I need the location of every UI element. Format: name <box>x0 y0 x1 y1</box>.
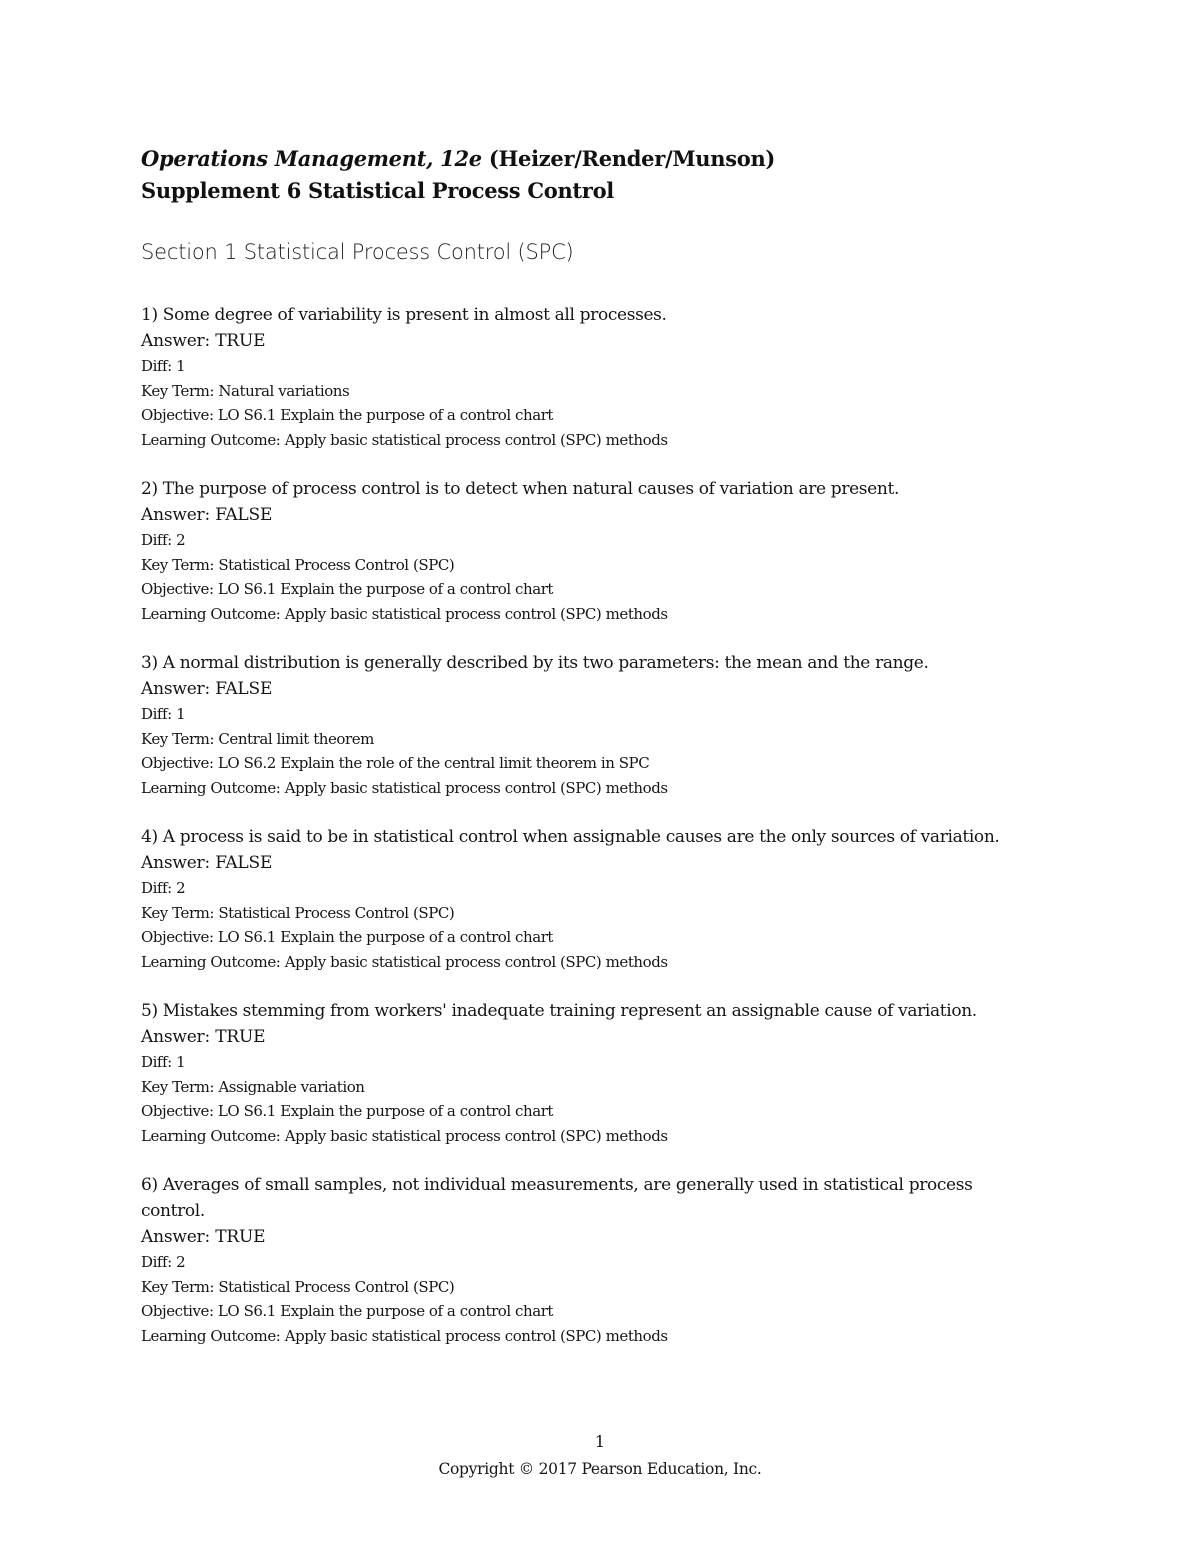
learning-outcome-label: Learning Outcome: <box>141 952 285 971</box>
diff-value: 2 <box>176 1253 186 1271</box>
question-objective <box>141 1099 1041 1124</box>
question-text: 2) The purpose of process control is to detect when natural causes of variation are present. <box>141 479 900 499</box>
question-diff <box>141 1250 1041 1275</box>
diff-label: Diff: <box>141 357 177 375</box>
objective-label: Objective: <box>141 928 218 946</box>
question-diff <box>141 702 1041 727</box>
question-learning-outcome <box>141 776 1041 801</box>
answer-label: Answer: <box>141 853 216 873</box>
question-answer <box>141 850 1041 876</box>
question-answer <box>141 1224 1041 1250</box>
question-item <box>141 824 1041 974</box>
answer-label: Answer: <box>141 1227 216 1247</box>
book-authors: (Heizer/Render/Munson) <box>488 146 776 171</box>
key-term-value: Central limit theorem <box>218 729 374 748</box>
diff-value: 1 <box>176 357 186 375</box>
question-key-term <box>141 379 1041 404</box>
objective-value: LO S6.1 Explain the purpose of a control chart <box>217 1302 553 1320</box>
key-term-value: Statistical Process Control (SPC) <box>218 1277 455 1296</box>
question-objective <box>141 1299 1041 1324</box>
question-learning-outcome <box>141 950 1041 975</box>
objective-value: LO S6.1 Explain the purpose of a control chart <box>217 406 553 424</box>
answer-value: FALSE <box>215 505 273 525</box>
question-learning-outcome <box>141 602 1041 627</box>
learning-outcome-value: Apply basic statistical process control (SPC) methods <box>284 430 668 449</box>
question-text: 5) Mistakes stemming from workers' inadequate training represent an assignable cause of variation. <box>141 1001 977 1021</box>
answer-value: TRUE <box>215 1227 266 1247</box>
question-item <box>141 476 1041 626</box>
question-list <box>141 302 1041 1372</box>
diff-label: Diff: <box>141 1253 177 1271</box>
key-term-label: Key Term: <box>141 729 219 748</box>
question-diff <box>141 1050 1041 1075</box>
document-header <box>141 143 775 207</box>
book-title-line <box>141 143 775 175</box>
learning-outcome-label: Learning Outcome: <box>141 430 285 449</box>
question-key-term <box>141 1275 1041 1300</box>
answer-value: FALSE <box>215 679 273 699</box>
question-answer <box>141 676 1041 702</box>
objective-label: Objective: <box>141 754 218 772</box>
question-text: 1) Some degree of variability is present in almost all processes. <box>141 305 667 325</box>
page-number: 1 <box>594 1432 606 1451</box>
question-key-term <box>141 1075 1041 1100</box>
key-term-value: Natural variations <box>218 381 350 400</box>
question-diff <box>141 876 1041 901</box>
book-title: Operations Management, 12e <box>141 146 482 171</box>
learning-outcome-label: Learning Outcome: <box>141 1326 285 1345</box>
question-key-term <box>141 553 1041 578</box>
question-learning-outcome <box>141 428 1041 453</box>
answer-value: FALSE <box>215 853 273 873</box>
objective-label: Objective: <box>141 1102 218 1120</box>
answer-value: TRUE <box>215 331 266 351</box>
diff-label: Diff: <box>141 879 177 897</box>
diff-label: Diff: <box>141 1053 177 1071</box>
objective-value: LO S6.1 Explain the purpose of a control chart <box>217 928 553 946</box>
answer-value: TRUE <box>215 1027 266 1047</box>
question-answer <box>141 502 1041 528</box>
question-objective <box>141 751 1041 776</box>
question-objective <box>141 577 1041 602</box>
diff-value: 2 <box>176 531 186 549</box>
question-item <box>141 1172 1041 1348</box>
key-term-label: Key Term: <box>141 1077 219 1096</box>
learning-outcome-value: Apply basic statistical process control (SPC) methods <box>284 604 668 623</box>
copyright-notice: Copyright © 2017 Pearson Education, Inc. <box>438 1460 762 1478</box>
key-term-label: Key Term: <box>141 1277 219 1296</box>
question-text: 6) Averages of small samples, not individual measurements, are generally used in statistical process control. <box>141 1175 973 1221</box>
objective-value: LO S6.2 Explain the role of the central limit theorem in SPC <box>217 754 650 772</box>
question-answer <box>141 1024 1041 1050</box>
key-term-value: Statistical Process Control (SPC) <box>218 903 455 922</box>
learning-outcome-value: Apply basic statistical process control (SPC) methods <box>284 778 668 797</box>
learning-outcome-label: Learning Outcome: <box>141 604 285 623</box>
question-key-term <box>141 901 1041 926</box>
objective-label: Objective: <box>141 580 218 598</box>
question-text: 4) A process is said to be in statistical control when assignable causes are the only sources of variation. <box>141 827 1000 847</box>
diff-value: 1 <box>176 1053 186 1071</box>
key-term-label: Key Term: <box>141 903 219 922</box>
objective-value: LO S6.1 Explain the purpose of a control chart <box>217 580 553 598</box>
question-diff <box>141 528 1041 553</box>
objective-value: LO S6.1 Explain the purpose of a control chart <box>217 1102 553 1120</box>
section-heading: Section 1 Statistical Process Control (SPC) <box>141 240 574 264</box>
question-learning-outcome <box>141 1124 1041 1149</box>
learning-outcome-value: Apply basic statistical process control (SPC) methods <box>284 952 668 971</box>
objective-label: Objective: <box>141 406 218 424</box>
diff-label: Diff: <box>141 531 177 549</box>
key-term-label: Key Term: <box>141 381 219 400</box>
question-objective <box>141 403 1041 428</box>
supplement-title: Supplement 6 Statistical Process Control <box>141 178 614 203</box>
question-item <box>141 650 1041 800</box>
key-term-value: Statistical Process Control (SPC) <box>218 555 455 574</box>
answer-label: Answer: <box>141 505 216 525</box>
question-text: 3) A normal distribution is generally described by its two parameters: the mean and the range. <box>141 653 929 673</box>
diff-label: Diff: <box>141 705 177 723</box>
question-learning-outcome <box>141 1324 1041 1349</box>
learning-outcome-label: Learning Outcome: <box>141 1126 285 1145</box>
learning-outcome-value: Apply basic statistical process control (SPC) methods <box>284 1326 668 1345</box>
diff-value: 1 <box>176 705 186 723</box>
learning-outcome-value: Apply basic statistical process control (SPC) methods <box>284 1126 668 1145</box>
question-item <box>141 998 1041 1148</box>
question-answer <box>141 328 1041 354</box>
question-item <box>141 302 1041 452</box>
answer-label: Answer: <box>141 679 216 699</box>
answer-label: Answer: <box>141 1027 216 1047</box>
key-term-label: Key Term: <box>141 555 219 574</box>
question-diff <box>141 354 1041 379</box>
learning-outcome-label: Learning Outcome: <box>141 778 285 797</box>
diff-value: 2 <box>176 879 186 897</box>
key-term-value: Assignable variation <box>218 1077 365 1096</box>
question-objective <box>141 925 1041 950</box>
answer-label: Answer: <box>141 331 216 351</box>
question-key-term <box>141 727 1041 752</box>
objective-label: Objective: <box>141 1302 218 1320</box>
